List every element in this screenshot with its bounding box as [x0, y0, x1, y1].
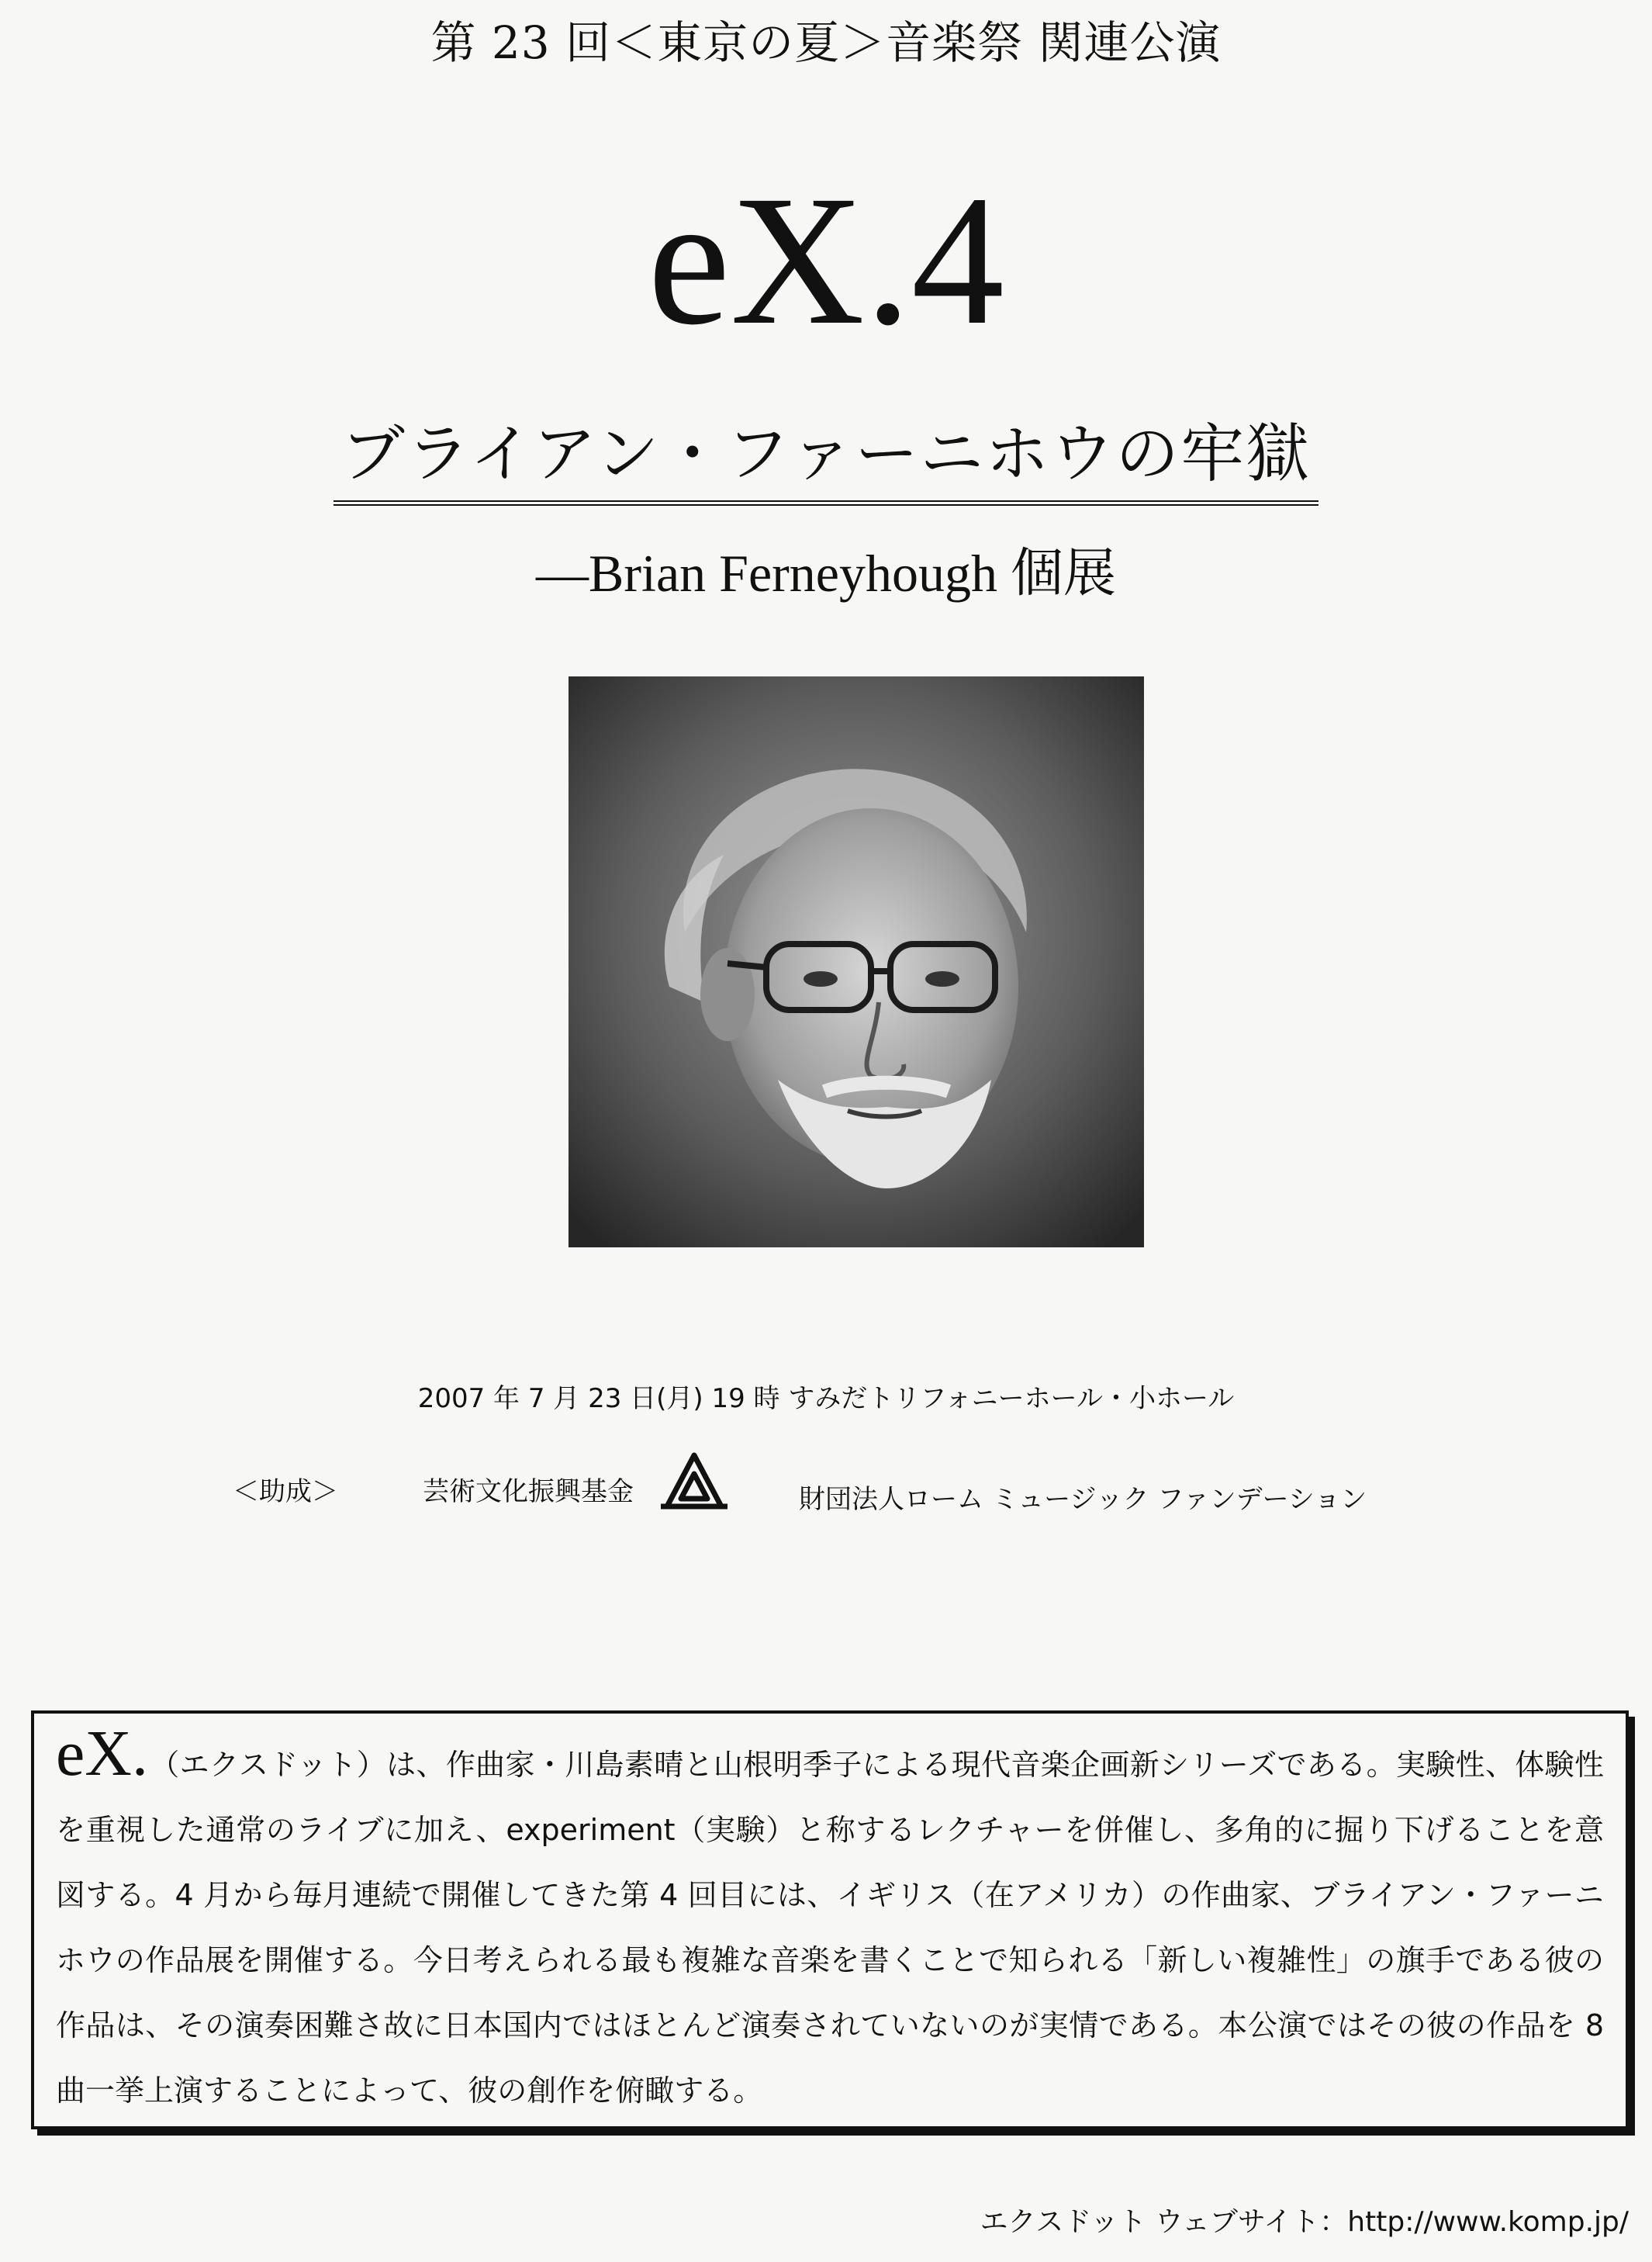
series-title: eX.4: [648, 157, 1004, 363]
support-label: ＜助成＞: [233, 1476, 338, 1507]
support-organization-1: 芸術文化振興基金: [423, 1476, 634, 1507]
portrait-illustration: [569, 676, 1144, 1247]
brand-mark: eX.: [56, 1717, 148, 1790]
subtitle-container: [0, 403, 1652, 506]
foundation-logo-icon: [659, 1451, 729, 1513]
description-body: （エクスドット）は、作曲家・川島素晴と山根明季子による現代音楽企画新シリーズである。実験性、体験性を重視した通常のライブに加え、experiment（実験）と称するレクチャーを併催し、多角的に掘り下げることを意図する。4 月から毎月連続で開催してきた第 4 回目には、イギリス（在アメリカ）の作曲家、ブライアン・ファーニホウの作品展を開催する。今日考えられる最も複雑な音楽を書くことで知られる「新しい複雑性」の旗手である彼の作品は、その演奏困難さ故に日本国内ではほとんど演奏されていないのが実情である。本公演ではその彼の作品を 8 曲一挙上演することによって、彼の創作を俯瞰する。: [56, 1748, 1604, 2108]
support-organization-2: 財団法人ローム ミュージック ファンデーション: [799, 1484, 1367, 1515]
composer-portrait: [569, 676, 1144, 1247]
series-description: [56, 1717, 1604, 2123]
website-footer: エクスドット ウェブサイト：http://www.komp.jp/: [980, 2206, 1629, 2238]
composer-line: ―Brian Ferneyhough 個展: [536, 544, 1116, 603]
event-details: 2007 年 7 月 23 日(月) 19 時 すみだトリフォニーホール・小ホール: [417, 1383, 1235, 1414]
festival-heading: 第 23 回＜東京の夏＞音楽祭 関連公演: [430, 16, 1222, 69]
concert-subtitle: ブライアン・ファーニホウの牢獄: [334, 403, 1318, 506]
series-description-box: [31, 1710, 1629, 2129]
